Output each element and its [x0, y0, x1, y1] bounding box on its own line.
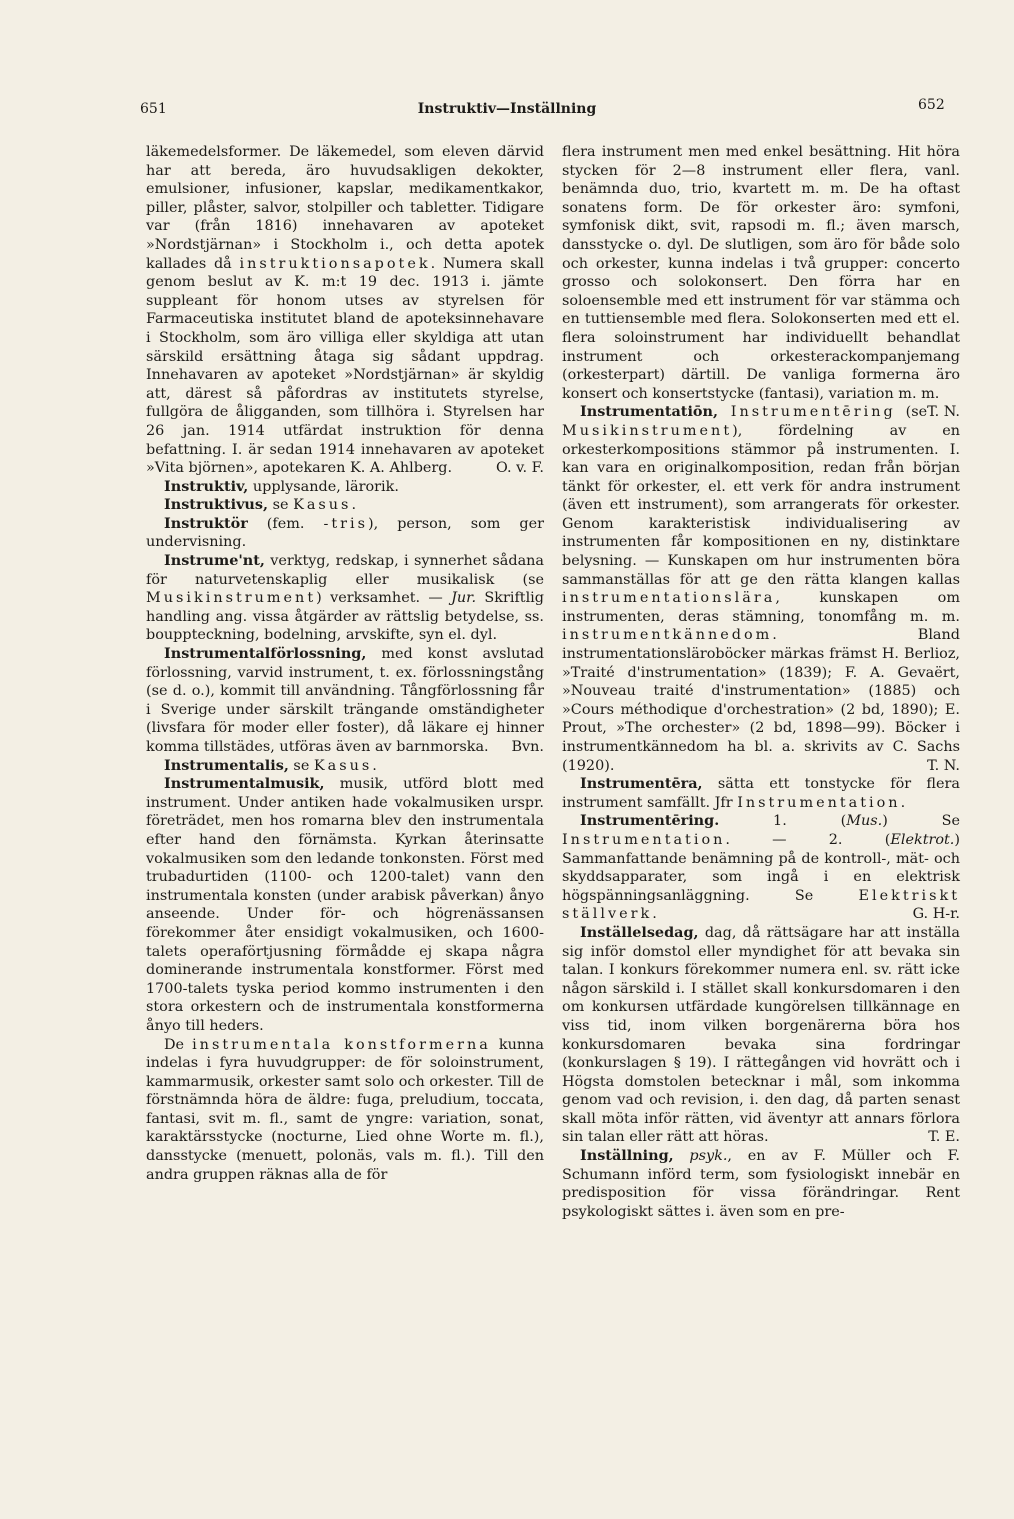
- cross-reference: Elektriskt ställverk: [562, 887, 960, 923]
- author-signature: T. N.: [927, 404, 960, 421]
- author-signature: T. E.: [928, 1129, 960, 1146]
- entry-instrumentation: Instrumentatiōn, Instrumentēring (se Musikinstrument), fördelning av en orkesterkompositions stämmor på instrumenten. I. kan vara en originalkomposition, redan från början tänkt för orkester, el. ett verk för andra instrument (även ett instrument), som arrangerats för orkester. Genom karakteristisk individualisering av instrumenten får kompositionen en ny, distinktare belysning. — Kunskapen om hur instrumenten böra sammanställas för att ge den rätta klangen kallas instrumentationslära, kunskapen om instrumenten, deras stämning, tonomfång m. m. instrumentkännedom. Bland instrumentationsläroböcker märkas främst H. Berlioz, »Traité d'instrumentation» (1839); F. A. Gevaërt, »Nouveau traité d'instrumentation» (1885) och »Cours méthodique d'orchestration» (2 bd, 1890); E. Prout, »The orchester» (2 bd, 1898—99). Böcker i instrumentkännedom ha bl. a. skrivits av C. Sachs (1920). T. N.: [562, 403, 960, 774]
- entry-installning: Inställning, psyk., en av F. Müller och F. Schumann införd term, som fysiologiskt innebär en predisposition för vissa förändringar. Rent psykologiskt sättes i. även som en pre-: [562, 1147, 960, 1220]
- entry-instrumentalmusik-continued: flera instrument men med enkel besättning. Hit höra stycken för 2—8 instrument eller flera, vanl. benämnda duo, trio, kvartett m. m. De ha oftast sonatens form. De för orkester äro: symfoni, symfonisk dikt, svit, rapsodi m. fl.; även marsch, dansstycke o. dyl. De slutligen, som äro för både solo och orkester, kunna indelas i två grupper: concerto grosso och solokonsert. Den förra har en soloensemble med ett instrument för var stämma och en tuttiensemble med flera. Solokonserten med ett el. flera soloinstrument har individuellt behandlat instrument och orkesterackompanjemang (orkesterpart) därtill. De vanliga formerna äro konsert och konsertstycke (fantasi), variation m. m. T. N.: [562, 144, 960, 421]
- headword: Instrumentēring.: [580, 812, 720, 830]
- cross-reference: Musikinstrument: [562, 422, 733, 439]
- entry-instruktionsapotek-continued: läkemedelsformer. De läkemedel, som eleven därvid har att bereda, äro huvudsakligen dekokter, emulsioner, infusioner, kapslar, medikamentkakor, piller, plåster, salvor, stolpiller och tabletter. Tidigare var (från 1816) innehavaren av apoteket »Nordstjärnan» i Stockholm i., och detta apotek kallades då instruktionsapotek. Numera skall genom beslut av K. m:t 19 dec. 1913 i. jämte suppleant för honom utses av styrelsen för Farmaceutiska institutet bland de apoteksinnehavare i Stockholm, som äro villiga eller skyldiga att utan särskild ersättning åtaga sig sådant uppdrag. Innehavaren av apoteket »Nordstjärnan» är skyldig att, därest så påfordras av institutets styrelse, fullgöra de åligganden, som tillhöra i. Styrelsen har 26 jan. 1914 utfärdat instruktion för denna befattning. I. är sedan 1914 innehavaren av apoteket »Vita björnen», apotekaren K. A. Ahlberg. O. v. F.: [146, 144, 545, 477]
- entry-instrument: Instrume'nt, verktyg, redskap, i synnerhet sådana för naturvetenskaplig eller musikalisk (se Musikinstrument) verksamhet. — Jur. Skriftlig handling ang. vissa åtgärder av rättslig betydelse, ss. bouppteckning, bodelning, arvskifte, syn el. dyl.: [146, 552, 544, 644]
- page-number-left: 651: [140, 101, 167, 117]
- right-column: [562, 143, 960, 1221]
- entry-instruktor: Instruktör (fem. -tris), person, som ger undervisning.: [146, 514, 544, 551]
- headword: Instrumentalförlossning,: [164, 645, 367, 663]
- author-signature: O. v. F.: [496, 460, 544, 477]
- cross-reference: Kasus: [293, 497, 352, 514]
- headword: Instruktivus,: [164, 496, 269, 514]
- headword: Instruktör: [164, 514, 248, 532]
- entry-instruktiv: Instruktiv, upplysande, lärorik.: [164, 477, 399, 495]
- entry-instrumentalforlossning: Instrumentalförlossning, med konst avslutad förlossning, varvid instrument, t. ex. förlossningstång (se d. o.), kommit till användning. Tångförlossning får i Sverige under särskilt trängande omständigheter (livsfara för moder eller foster), då läkare ej hinner komma tillstädes, utföras även av barnmorska. Bvn.: [146, 645, 544, 755]
- page-number-right: 652: [918, 97, 945, 113]
- cross-reference: Musikinstrument: [146, 590, 317, 607]
- left-column: [146, 143, 544, 1184]
- headword: Inställning,: [580, 1147, 674, 1165]
- entry-instrumentera: Instrumentēra, sätta ett tonstycke för flera instrument samfällt. Jfr Instrumentation.: [562, 775, 960, 811]
- author-signature: T. N.: [927, 757, 960, 774]
- entry-instrumentalmusik-part2: De instrumentala konstformerna kunna indelas i fyra huvudgrupper: de för soloinstrument, kammarmusik, orkester samt solo och orkester. Till de förstnämnda höra de äldre: fuga, preludium, toccata, fantasi, svit m. fl., samt de yngre: variation, sonat, karaktärsstycke (nocturne, Lied ohne Worte m. fl.), dansstycke (menuett, polonäs, vals m. fl.). Till den andra gruppen räknas alla de för: [146, 1036, 544, 1183]
- cross-reference: Kasus: [313, 757, 373, 774]
- cross-reference: Instrumentation: [562, 831, 726, 848]
- cross-reference: Instrumentation: [737, 794, 901, 811]
- entry-instrumentalis: Instrumentalis, se Kasus.: [164, 756, 377, 774]
- entry-instruktivus: Instruktivus, se Kasus.: [164, 496, 357, 514]
- entry-installelsedag: Inställelsedag, dag, då rättsägare har att inställa sig inför domstol eller myndighet för att bevaka sin talan. I konkurs förekommer numera enl. sv. rätt icke någon särskild i. I stället skall konkursdomaren i den om konkursen utfärdade kungörelsen tillkännage en viss tid, inom vilken borgenärerna böra hos konkursdomaren bevaka sina fordringar (konkurslagen § 19). I rättegången vid hovrätt och i Högsta domstolen betecknar i mål, som inkomma genom vad och revision, i. den dag, då parten senast skall möta inför rätten, vid äventyr att annars förlora sin talan eller rätt att höras. T. E.: [562, 923, 960, 1146]
- headword: Instrume'nt,: [164, 552, 265, 570]
- headword: Instrumentatiōn,: [580, 403, 718, 421]
- headword: Instrumentalmusik,: [164, 775, 325, 793]
- headword: Instrumentalis,: [164, 756, 289, 774]
- headword: Instruktiv,: [164, 477, 249, 495]
- entry-instrumentalmusik: Instrumentalmusik, musik, utförd blott med instrument. Under antiken hade vokalmusiken urspr. företrädet, men hos romarna blev den instrumentala efter hand den förnämsta. Kyrkan återinsatte vokalmusiken som den ledande tonkonsten. Först med trubadurtiden (1100- och 1200-talet) vann den instrumentala konsten (under arabisk påverkan) ånyo anseende. Under för- och högrenässansen förekommer åter ensidigt vokalmusiken, och 1600-talets operaförtjusning förmådde ej skapa några dominerande instrumentala konstformer. Först med 1700-talets tyska period kommo instrumenten i den stora orkestern och de instrumentala konstformerna ånyo till heders.: [146, 775, 544, 1034]
- entry-instrumentering: Instrumentēring. 1. (Mus.) Se Instrumentation. — 2. (Elektrot.) Sammanfattande benämning på de kontroll-, mät- och skyddsapparater, som ingå i en elektrisk högspänningsanläggning. Se Elektriskt ställverk. G. H-r.: [562, 812, 960, 923]
- headword: Instrumentēra,: [580, 775, 703, 793]
- author-signature: Bvn.: [511, 739, 544, 755]
- running-title: Instruktiv—Inställning: [417, 101, 597, 117]
- author-signature: G. H-r.: [912, 906, 960, 923]
- headword: Inställelsedag,: [580, 923, 699, 941]
